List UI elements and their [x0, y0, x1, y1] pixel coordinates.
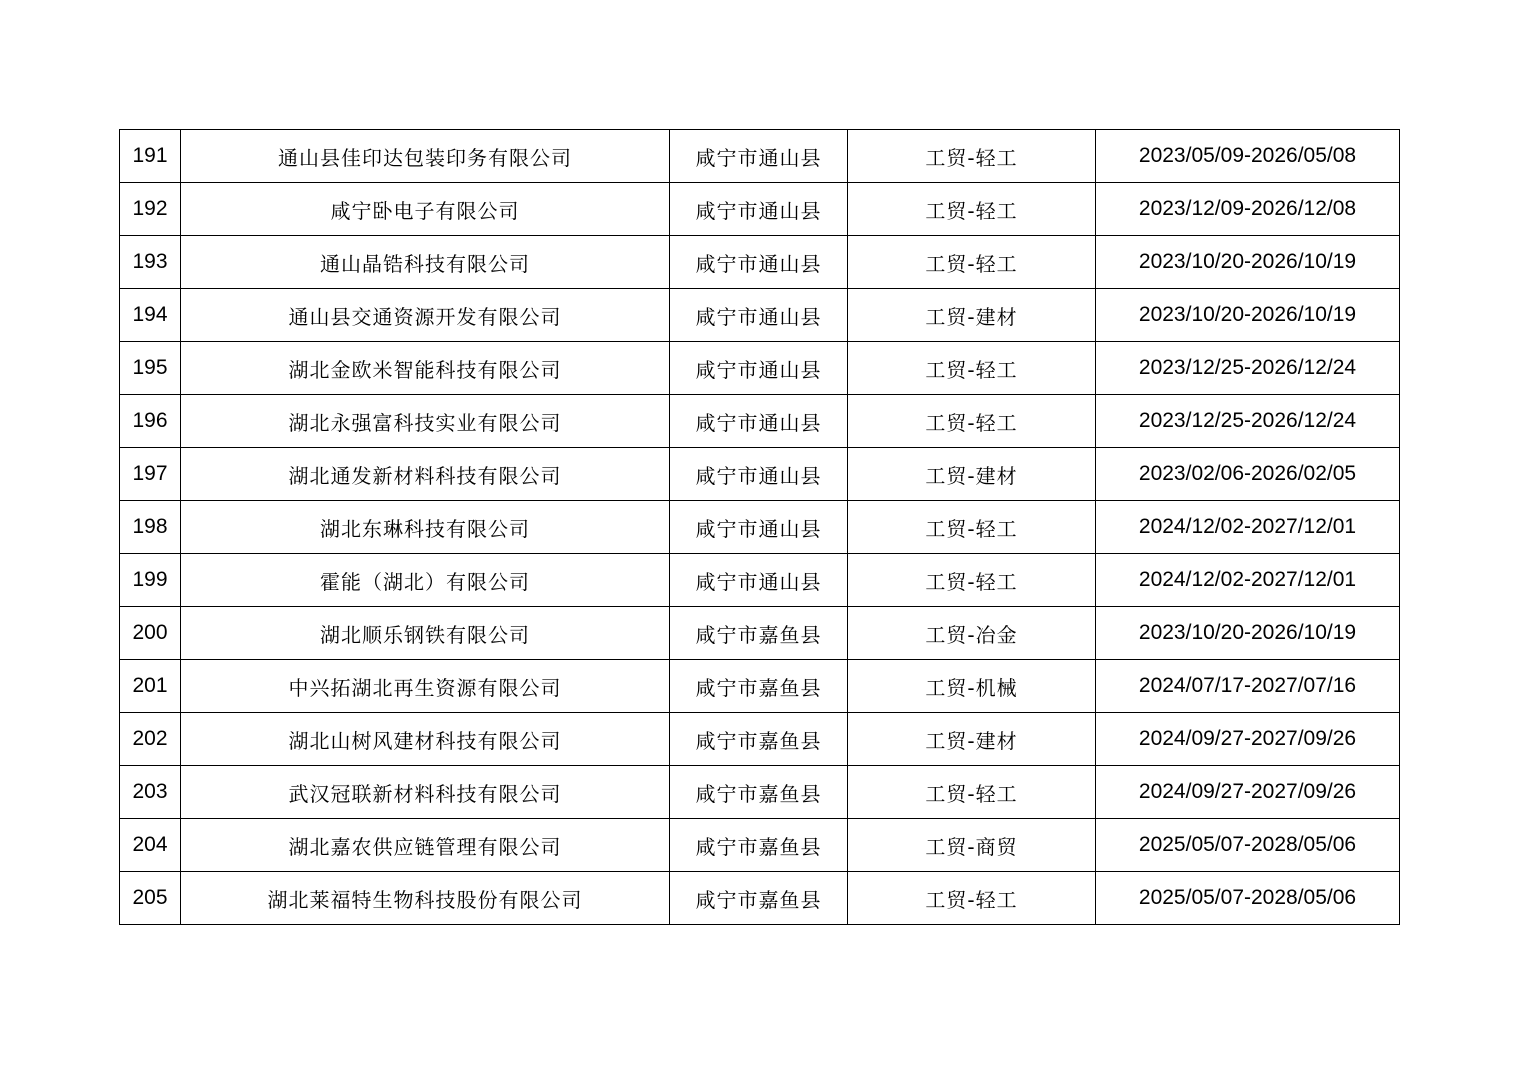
- validity-period-cell: 2023/12/09-2026/12/08: [1096, 183, 1400, 236]
- row-number-cell: 199: [120, 554, 181, 607]
- company-name-cell: 中兴拓湖北再生资源有限公司: [181, 660, 670, 713]
- company-name-cell: 咸宁卧电子有限公司: [181, 183, 670, 236]
- company-name-cell: 武汉冠联新材料科技有限公司: [181, 766, 670, 819]
- row-number-cell: 197: [120, 448, 181, 501]
- region-cell: 咸宁市嘉鱼县: [670, 819, 848, 872]
- validity-period-cell: 2023/10/20-2026/10/19: [1096, 236, 1400, 289]
- region-cell: 咸宁市通山县: [670, 183, 848, 236]
- validity-period-cell: 2023/10/20-2026/10/19: [1096, 607, 1400, 660]
- industry-cell: 工贸-轻工: [848, 130, 1096, 183]
- validity-period-cell: 2023/05/09-2026/05/08: [1096, 130, 1400, 183]
- row-number-cell: 203: [120, 766, 181, 819]
- region-cell: 咸宁市通山县: [670, 448, 848, 501]
- row-number-cell: 196: [120, 395, 181, 448]
- company-name-cell: 湖北顺乐钢铁有限公司: [181, 607, 670, 660]
- region-cell: 咸宁市通山县: [670, 395, 848, 448]
- company-name-cell: 通山晶锆科技有限公司: [181, 236, 670, 289]
- table-row: [120, 872, 1400, 925]
- company-name-cell: 湖北莱福特生物科技股份有限公司: [181, 872, 670, 925]
- table-row: [120, 395, 1400, 448]
- validity-period-cell: 2024/12/02-2027/12/01: [1096, 501, 1400, 554]
- industry-cell: 工贸-轻工: [848, 183, 1096, 236]
- region-cell: 咸宁市通山县: [670, 342, 848, 395]
- industry-cell: 工贸-机械: [848, 660, 1096, 713]
- region-cell: 咸宁市通山县: [670, 289, 848, 342]
- validity-period-cell: 2024/07/17-2027/07/16: [1096, 660, 1400, 713]
- industry-cell: 工贸-轻工: [848, 395, 1096, 448]
- validity-period-cell: 2024/09/27-2027/09/26: [1096, 713, 1400, 766]
- table-row: [120, 183, 1400, 236]
- table-row: [120, 713, 1400, 766]
- company-name-cell: 湖北金欧米智能科技有限公司: [181, 342, 670, 395]
- table-row: [120, 130, 1400, 183]
- region-cell: 咸宁市嘉鱼县: [670, 872, 848, 925]
- table-row: [120, 289, 1400, 342]
- industry-cell: 工贸-轻工: [848, 766, 1096, 819]
- company-name-cell: 湖北永强富科技实业有限公司: [181, 395, 670, 448]
- region-cell: 咸宁市嘉鱼县: [670, 607, 848, 660]
- industry-cell: 工贸-轻工: [848, 342, 1096, 395]
- validity-period-cell: 2023/12/25-2026/12/24: [1096, 342, 1400, 395]
- industry-cell: 工贸-商贸: [848, 819, 1096, 872]
- industry-cell: 工贸-轻工: [848, 872, 1096, 925]
- enterprise-table: [119, 129, 1400, 925]
- region-cell: 咸宁市通山县: [670, 130, 848, 183]
- table-body: [120, 130, 1400, 925]
- row-number-cell: 191: [120, 130, 181, 183]
- region-cell: 咸宁市通山县: [670, 554, 848, 607]
- company-name-cell: 通山县交通资源开发有限公司: [181, 289, 670, 342]
- industry-cell: 工贸-建材: [848, 289, 1096, 342]
- table-row: [120, 819, 1400, 872]
- industry-cell: 工贸-建材: [848, 448, 1096, 501]
- validity-period-cell: 2023/10/20-2026/10/19: [1096, 289, 1400, 342]
- table-row: [120, 236, 1400, 289]
- region-cell: 咸宁市嘉鱼县: [670, 660, 848, 713]
- row-number-cell: 195: [120, 342, 181, 395]
- industry-cell: 工贸-轻工: [848, 501, 1096, 554]
- region-cell: 咸宁市嘉鱼县: [670, 766, 848, 819]
- table-row: [120, 554, 1400, 607]
- validity-period-cell: 2025/05/07-2028/05/06: [1096, 819, 1400, 872]
- row-number-cell: 201: [120, 660, 181, 713]
- row-number-cell: 205: [120, 872, 181, 925]
- row-number-cell: 204: [120, 819, 181, 872]
- row-number-cell: 192: [120, 183, 181, 236]
- validity-period-cell: 2023/02/06-2026/02/05: [1096, 448, 1400, 501]
- company-name-cell: 通山县佳印达包装印务有限公司: [181, 130, 670, 183]
- row-number-cell: 193: [120, 236, 181, 289]
- company-name-cell: 湖北嘉农供应链管理有限公司: [181, 819, 670, 872]
- company-name-cell: 湖北山树风建材科技有限公司: [181, 713, 670, 766]
- table-row: [120, 607, 1400, 660]
- company-name-cell: 霍能（湖北）有限公司: [181, 554, 670, 607]
- company-name-cell: 湖北东琳科技有限公司: [181, 501, 670, 554]
- table-row: [120, 342, 1400, 395]
- validity-period-cell: 2024/09/27-2027/09/26: [1096, 766, 1400, 819]
- table-row: [120, 448, 1400, 501]
- region-cell: 咸宁市通山县: [670, 236, 848, 289]
- validity-period-cell: 2025/05/07-2028/05/06: [1096, 872, 1400, 925]
- validity-period-cell: 2023/12/25-2026/12/24: [1096, 395, 1400, 448]
- industry-cell: 工贸-冶金: [848, 607, 1096, 660]
- table-row: [120, 766, 1400, 819]
- company-name-cell: 湖北通发新材料科技有限公司: [181, 448, 670, 501]
- industry-cell: 工贸-轻工: [848, 554, 1096, 607]
- table-row: [120, 660, 1400, 713]
- row-number-cell: 200: [120, 607, 181, 660]
- industry-cell: 工贸-轻工: [848, 236, 1096, 289]
- validity-period-cell: 2024/12/02-2027/12/01: [1096, 554, 1400, 607]
- table-row: [120, 501, 1400, 554]
- region-cell: 咸宁市嘉鱼县: [670, 713, 848, 766]
- row-number-cell: 194: [120, 289, 181, 342]
- region-cell: 咸宁市通山县: [670, 501, 848, 554]
- industry-cell: 工贸-建材: [848, 713, 1096, 766]
- row-number-cell: 198: [120, 501, 181, 554]
- row-number-cell: 202: [120, 713, 181, 766]
